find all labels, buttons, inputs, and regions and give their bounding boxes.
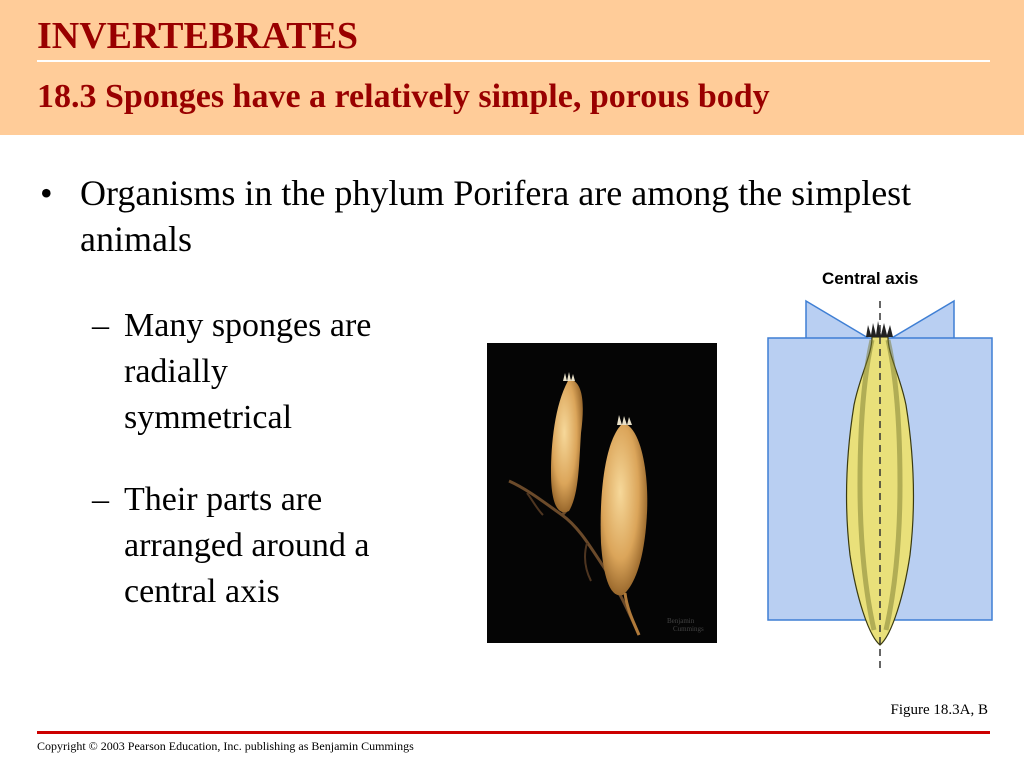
slide-subtitle: 18.3 Sponges have a relatively simple, porous body: [37, 78, 770, 115]
figure-caption: Figure 18.3A, B: [890, 702, 988, 718]
header-divider: [37, 60, 990, 62]
central-axis-illustration: [760, 265, 1000, 685]
photo-credit: Benjamin: [667, 617, 695, 625]
radial-symmetry-diagram: [760, 265, 1000, 685]
central-axis-label: Central axis: [822, 269, 919, 288]
sub-bullet-text: Their parts are arranged around a central axis: [124, 481, 370, 610]
sub-bullet-marker: –: [92, 307, 109, 344]
bullet-marker: •: [40, 173, 53, 213]
sub-bullet-marker: –: [92, 481, 109, 518]
copyright-text: Copyright © 2003 Pearson Education, Inc. publishing as Benjamin Cummings: [37, 739, 414, 753]
sponge-photo: [487, 343, 717, 643]
sub-bullet-text: Many sponges are radially symmetrical: [124, 307, 372, 436]
slide-header: [0, 0, 1024, 135]
slide-title: INVERTEBRATES: [37, 15, 359, 57]
footer-divider: [37, 731, 990, 734]
sponge-photo-illustration: [487, 343, 717, 643]
photo-credit: Cummings: [673, 625, 704, 633]
bullet-text: Organisms in the phylum Porifera are among the simplest animals: [80, 173, 912, 259]
